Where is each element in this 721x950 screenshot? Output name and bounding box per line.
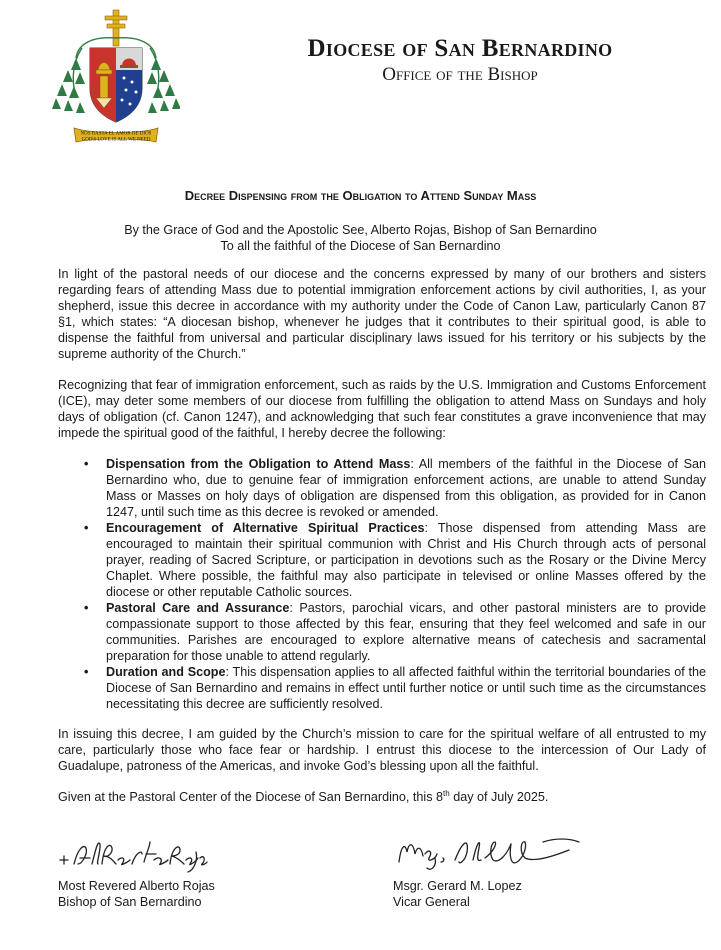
intro-line-1: By the Grace of God and the Apostolic See, Alberto Rojas, Bishop of San Bernardino (124, 223, 597, 237)
motto-line-2: GOD'S LOVE IS ALL WE NEED (81, 137, 151, 143)
given-suffix: day of July 2025. (449, 790, 549, 804)
decree-body (58, 266, 706, 820)
provision-heading: Dispensation from the Obligation to Attend Mass (106, 457, 411, 471)
list-item (84, 600, 706, 664)
decree-provisions-list (58, 456, 706, 712)
motto-line-1: NOS BASTA EL AMOR DE DIOS (80, 131, 152, 137)
bullet-icon: • (84, 457, 89, 471)
letterhead (240, 34, 680, 86)
coat-of-arms-emblem (52, 8, 180, 144)
bishop-handwritten-signature (58, 838, 208, 874)
given-prefix: Given at the Pastoral Center of the Diocese of San Bernardino, this 8 (58, 790, 444, 804)
bishop-title: Bishop of San Bernardino (58, 895, 202, 909)
paragraph-closing: In issuing this decree, I am guided by the Church’s mission to care for the spiritual welfare of all entrusted to my care, particularly those who face fear or hardship. I entrust this diocese to the intercession of Our Lady of Guadalupe, patroness of the Americas, and invoke God’s blessing upon all the faithful. (58, 727, 706, 773)
bullet-icon: • (84, 521, 89, 535)
office-name: Office of the Bishop (382, 64, 538, 85)
list-item (84, 456, 707, 520)
provision-text: : Pastors, parochial vicars, and other pastoral ministers are to provide compassionate support to those affected by this fear, ensuring that they feel welcomed and safe in our communities. Parishes are encouraged to explore alternative means of catechesis and sacramental preparation for those unable to attend regularly. (106, 601, 706, 663)
list-item (84, 664, 707, 712)
list-item (84, 520, 706, 600)
bishop-signature-block (58, 838, 318, 910)
paragraph-recognizing: Recognizing that fear of immigration enforcement, such as raids by the U.S. Immigration and Customs Enforcement (ICE), may deter some members of our diocese from fulfilling the obligation to attend Mass on Sundays and holy days of obligation (cf. Canon 1247), and acknowledging that such fear constitutes a grave inconvenience that may impede the spiritual good of the faithful, I hereby decree the following: (58, 378, 706, 440)
provision-heading: Encouragement of Alternative Spiritual Practices (106, 521, 425, 535)
diocese-name: Diocese of San Bernardino (307, 35, 613, 62)
vicar-title: Vicar General (393, 895, 470, 909)
bullet-icon: • (84, 601, 89, 615)
decree-intro (0, 222, 721, 254)
provision-text: : Those dispensed from attending Mass are encouraged to maintain their spiritual communion with Christ and His Church through acts of personal prayer, reading of Sacred Scripture, or participation in devotions such as the Rosary or the Divine Mercy Chaplet. Where possible, the faithful may also participate in televised or online Masses offered by the diocese or other reputable Catholic sources. (106, 521, 706, 599)
bishop-name: Most Revered Alberto Rojas (58, 879, 215, 893)
bullet-icon: • (84, 665, 89, 679)
vicar-signature-block (393, 832, 673, 910)
paragraph-canon-law: In light of the pastoral needs of our diocese and the concerns expressed by many of our brothers and sisters regarding fears of attending Mass due to potential immigration enforcement actions by civil authorities, I, as your shepherd, issue this decree in accordance with my authority under the Code of Canon Law, particularly Canon 87 §1, which states: “A diocesan bishop, whenever he judges that it contributes to their spiritual good, is able to dispense the faithful from universal and particular disciplinary laws issued for his territory or his subjects by the supreme authority of the Church.” (58, 267, 706, 361)
given-ordinal: th (443, 788, 450, 798)
decree-title: Decree Dispensing from the Obligation to Attend Sunday Mass (184, 188, 537, 203)
provision-heading: Pastoral Care and Assurance (106, 601, 290, 615)
intro-line-2: To all the faithful of the Diocese of San Bernardino (220, 239, 501, 253)
vicar-handwritten-signature (393, 832, 593, 874)
given-date-line (58, 789, 706, 805)
provision-text: : This dispensation applies to all affected faithful within the territorial boundaries of the Diocese of San Bernardino and remains in effect until further notice or until such time as the circumstances necessitating this decree are sufficiently resolved. (106, 665, 707, 711)
provision-heading: Duration and Scope (106, 665, 226, 679)
vicar-name: Msgr. Gerard M. Lopez (393, 879, 522, 893)
provision-text: : All members of the faithful in the Diocese of San Bernardino who, due to genuine fear of immigration enforcement actions, are unable to attend Sunday Mass or Masses on holy days of obligation are dispensed from this obligation, as provided for in Canon 1247, until such time as this decree is revoked or amended. (106, 457, 707, 519)
